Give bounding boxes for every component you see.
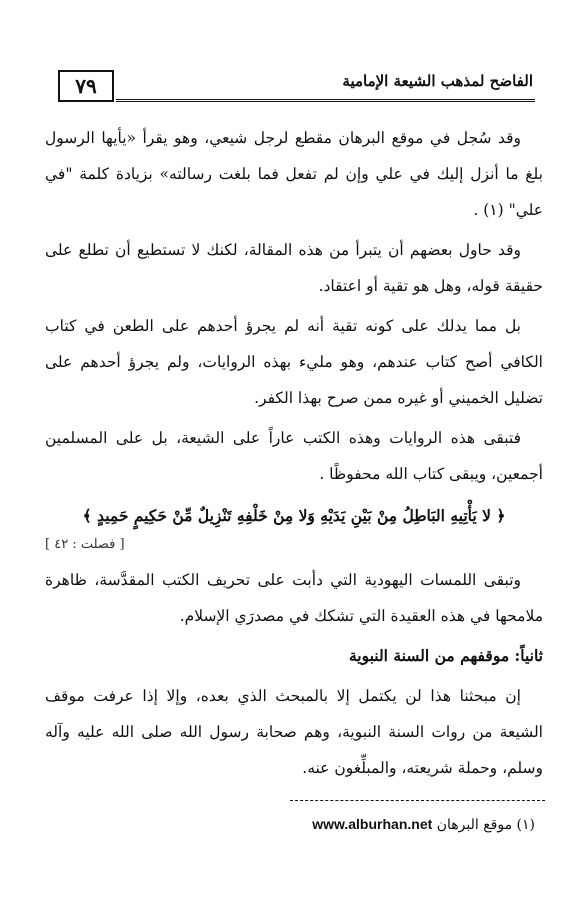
header-divider xyxy=(116,99,535,102)
footnote xyxy=(35,812,535,837)
paragraph: بل مما يدلك على كونه تقية أنه لم يجرؤ أحدهم على الطعن في كتاب الكافي أصح كتاب عندهم، وهو مليء بهذه الروايات، ولم يجرؤ أحدهم على تضليل الخميني أو غيره ممن صرح بهذا الكفر. xyxy=(45,317,543,407)
footnote-separator xyxy=(290,800,545,801)
paragraph: وقد سُجل في موقع البرهان مقطع لرجل شيعي، وهو يقرأ «يأيها الرسول بلغ ما أنزل إليك في علي وإن لم تفعل فما بلغت رسالته» بزيادة كلمة "في علي" (١) . xyxy=(45,129,543,219)
page-body xyxy=(45,120,543,790)
quran-reference: [ فصلت : ٤٢ ] xyxy=(45,537,125,552)
page-header xyxy=(0,0,575,110)
paragraph: وقد حاول بعضهم أن يتبرأ من هذه المقالة، لكنك لا تستطيع أن تطلع على حقيقة قوله، وهل هو تقية أو اعتقاد. xyxy=(45,241,543,295)
quran-verse: ﴿ لا يَأْتِيهِ البَاطِلُ مِنْ بَيْنِ يَدَيْهِ وَلا مِنْ خَلْفِهِ تَنْزِيلٌ مِّنْ حَكِيمٍ حَمِيدٍ ﴾ xyxy=(82,506,506,525)
page-number: ٧٩ xyxy=(58,70,114,102)
footnote-marker: (١) موقع البرهان xyxy=(436,817,535,833)
footnote-link[interactable]: www.alburhan.net xyxy=(312,816,433,832)
paragraph: إن مبحثنا هذا لن يكتمل إلا بالمبحث الذي بعده، وإلا إذا عرفت موقف الشيعة من روات السنة النبوية، وهم صحابة رسول الله صلى الله عليه وآله وسلم، وحملة شريعته، والمبلِّغون عنه. xyxy=(45,687,543,777)
paragraph: وتبقى اللمسات اليهودية التي دأبت على تحريف الكتب المقدَّسة، ظاهرة ملامحها في هذه العقيدة التي تشكك في مصدرَي الإسلام. xyxy=(45,571,543,625)
paragraph: فتبقى هذه الروايات وهذه الكتب عاراً على الشيعة، بل على المسلمين أجمعين، ويبقى كتاب الله محفوظًا . xyxy=(45,429,543,483)
section-title: ثانياً: موقفهم من السنة النبوية xyxy=(348,646,543,665)
running-title: الفاضح لمذهب الشيعة الإمامية xyxy=(342,72,533,90)
